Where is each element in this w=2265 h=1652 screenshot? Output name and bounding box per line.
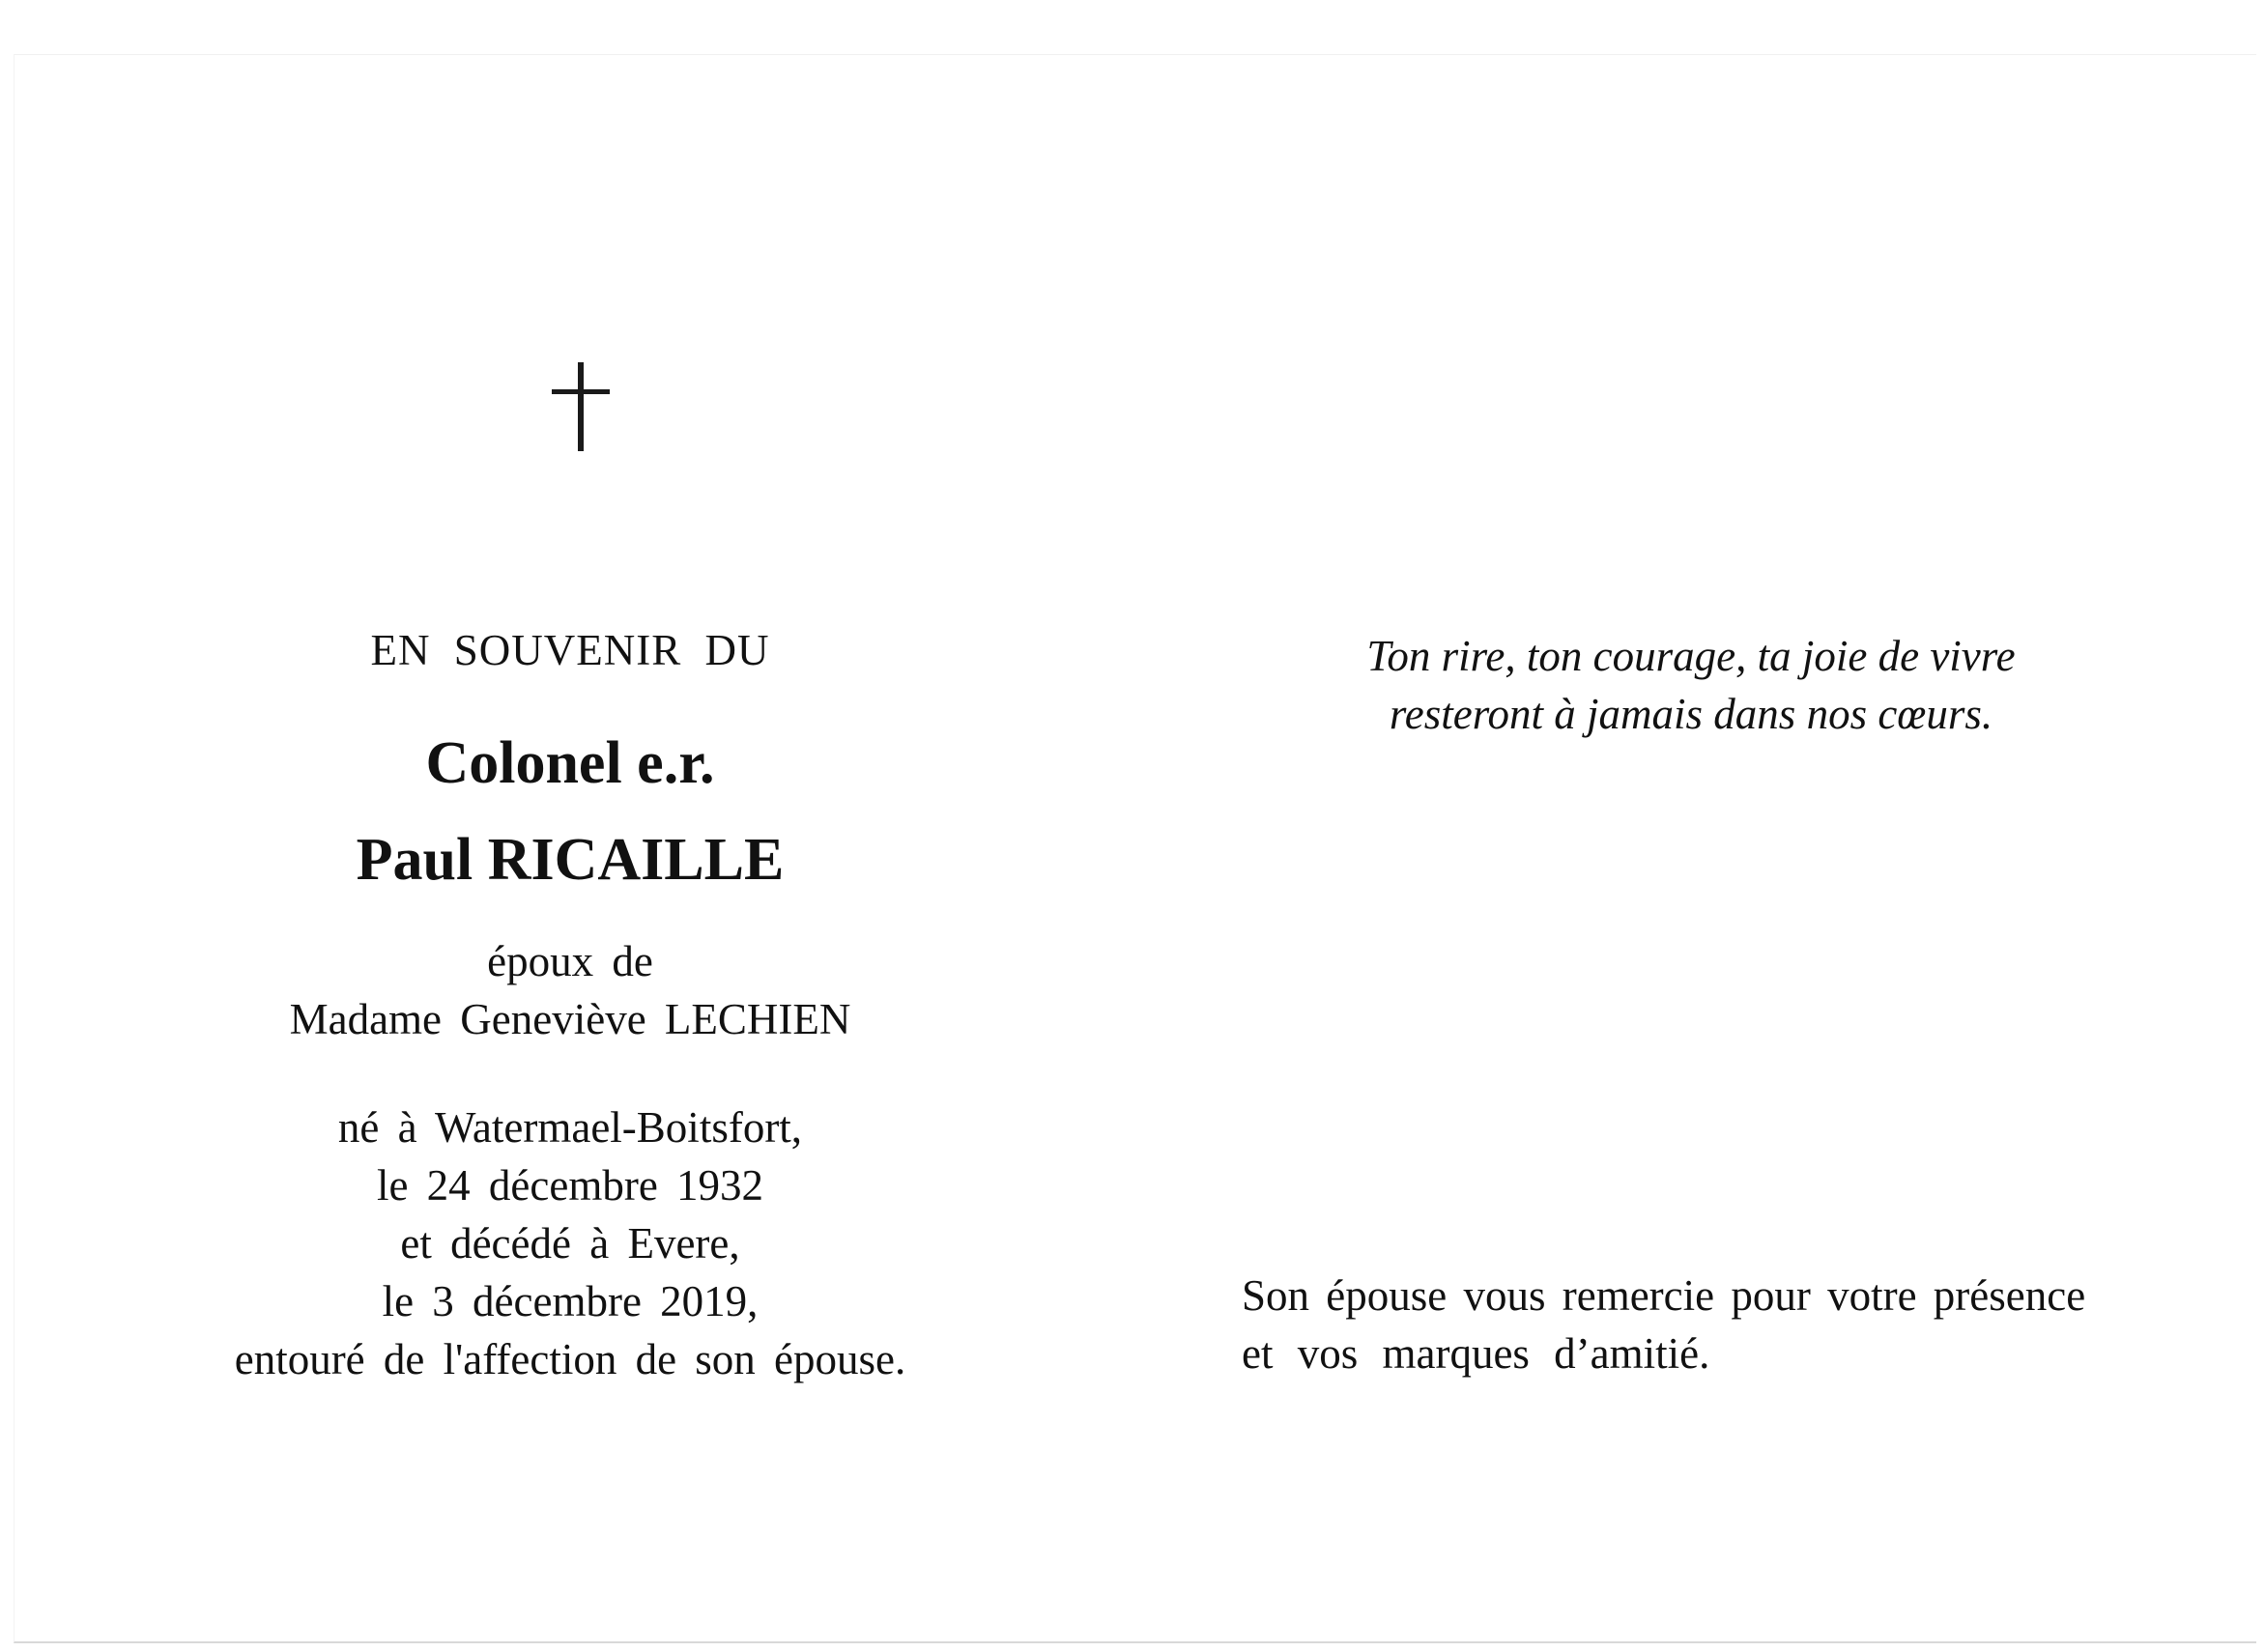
- birth-place: né à Watermael-Boitsfort,: [337, 1103, 803, 1152]
- affection-line: entouré de l'affection de son épouse.: [234, 1335, 906, 1383]
- memorial-card: [14, 54, 2256, 1643]
- spouse-name: Madame Geneviève LECHIEN: [289, 995, 851, 1043]
- birth-date: le 24 décembre 1932: [376, 1161, 764, 1210]
- death-place: et décédé à Evere,: [400, 1219, 740, 1267]
- deceased-rank: Colonel e.r.: [425, 730, 715, 796]
- cross-icon: [552, 362, 610, 451]
- memorial-right-panel: [1126, 55, 2256, 1641]
- deceased-name: Paul RICAILLE: [356, 827, 785, 893]
- quote-line-1: Ton rire, ton courage, ta joie de vivre: [1366, 632, 2016, 680]
- cross-horizontal-bar: [552, 389, 610, 394]
- memorial-header: EN SOUVENIR DU: [370, 626, 770, 674]
- death-date: le 3 décembre 2019,: [382, 1277, 759, 1325]
- memorial-left-panel: [14, 55, 1126, 1641]
- quote-line-2: resteront à jamais dans nos cœurs.: [1389, 690, 1993, 738]
- thanks-line-1: Son épouse vous remercie pour votre présence: [1242, 1271, 2086, 1320]
- thanks-line-2: et vos marques d’amitié.: [1242, 1329, 1710, 1378]
- spouse-label: époux de: [487, 937, 653, 985]
- cross-vertical-bar: [578, 362, 584, 451]
